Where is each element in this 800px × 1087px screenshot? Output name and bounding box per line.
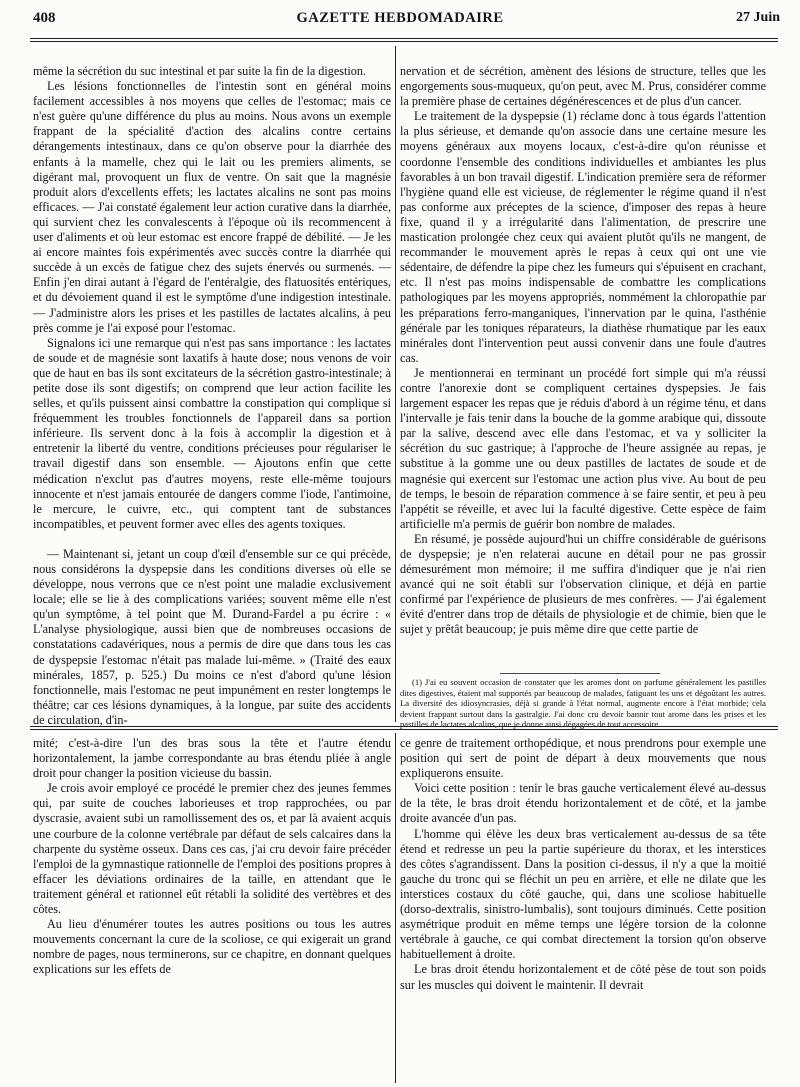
paragraph: ce genre de traitement orthopédique, et nous prendrons pour exemple une position qui sert de point de départ à deux mouvements que nous expliquerons ensuite. <box>400 736 766 781</box>
issue-date: 27 Juin <box>736 10 780 25</box>
column-3 <box>33 736 391 1081</box>
column-divider-bottom <box>395 733 396 1083</box>
paragraph: mité; c'est-à-dire l'un des bras sous la tête et l'autre étendu horizontalement, la jambe correspondante au bras étendu pliée à angle droit pour changer la position vicieuse du bassin. <box>33 736 391 781</box>
footnote-text: (1) J'ai eu souvent occasion de constater que les aromes dont on parfume généralement les pastilles dites digestives, étaient mal supportés par beaucoup de malades, fatiguant les uns et dégoûtant les autres. La diversité des idiosyncrasies, déjà si grande à l'état normal, augmente encore à l'état morbide; cela devient frappant surtout dans la gastralgie. J'ai donc cru devoir bannir tout arome dans les prises et les pastilles de lactates alcalins, que je donne ainsi dégagées de tout accessoire. <box>400 677 766 730</box>
header-rule-top <box>30 38 778 39</box>
paragraph: Le bras droit étendu horizontalement et de côté pèse de tout son poids sur les muscles qui doivent le maintenir. Il devrait <box>400 962 766 992</box>
footnote-rule <box>500 673 660 674</box>
page-header <box>0 6 800 36</box>
journal-title: GAZETTE HEBDOMADAIRE <box>296 10 504 26</box>
paragraph: même la sécrétion du suc intestinal et par suite la fin de la digestion. <box>33 64 367 78</box>
paragraph: Les lésions fonctionnelles de l'intestin sont en général moins facilement accessibles à nos moyens que celles de l'estomac; mais ce n'est guère qu'une différence du plus au moins. Nous avons un exemple frappant de la spécialité d'action des alcalins contre certains dérangements intestinaux, dans ce qu'on observe pour la diarrhée des enfants à la mamelle, chez qui le lait ou les premiers aliments, se digérant mal, provoquent un flux de ventre. On sait que la magnésie produit alors d'excellents effets; les lactates alcalins ne sont pas moins efficaces. — J'ai constaté également leur action curative dans la diarrhée, qui survient chez les convalescents à l'époque où ils recommencent à user d'aliments et où leur estomac est encore frappé de débilité. — Je les ai encore maintes fois expérimentés avec succès contre la diarrhée qui succède à un excès de fatigue chez des sujets énervés ou surmenés. — Enfin j'en dirai autant à l'égard de l'entéralgie, des flatuosités entériques, et du dévoiement quand il est le symptôme d'une indigestion intestinale. — J'administre alors les prises et les pastilles de lactates alcalins, à peu près comme je l'ai exposé pour l'estomac. <box>33 79 391 335</box>
paragraph: — Maintenant si, jetant un coup d'œil d'ensemble sur ce qui précède, nous considérons la dyspepsie dans les conditions diverses où elle se développe, nous verrons que ce n'est point une maladie exclusivement locale; elle se lie à des complications variées; souvent même elle n'est qu'un symptôme, à tel point que M. Durand-Fardel a pu écrire : « L'analyse physiologique, aussi bien que de nombreuses occasions de constatations cadavériques, nous a permis de dire que dans tous les cas de dyspepsie l'estomac n'était pas malade lui-même. » (Traité des eaux minérales, 1857, p. 525.) Du moins ce n'est d'abord qu'une lésion fonctionnelle, mais l'estomac ne peut impunément en rester longtemps le théâtre; car ces lésions dynamiques, à la longue, par suite des accidents de circulation, d'in- <box>33 546 391 727</box>
column-1 <box>33 64 391 727</box>
column-divider-top <box>395 46 396 722</box>
footnote <box>400 677 766 730</box>
paragraph: Le traitement de la dyspepsie (1) réclame donc à tous égards l'attention la plus sérieuse, et demande qu'on associe dans une certaine mesure les moyens généraux aux moyens locaux, c'est-à-dire qu'on réunisse et coordonne l'ensemble des conditions individuelles et ambiantes les plus favorables à un bon travail digestif. L'indication première sera de réformer l'hygiène quand elle est vicieuse, de réglementer le régime quand il n'est pas conforme aux préceptes de la science, d'imposer des repas à heure fixe, quand il y a irrégularité dans l'alimentation, de prescrire une mastication prolongée chez ceux qui avaient plutôt qu'ils ne mangent, de recommander le mouvement après le repas à ceux qui ont une vie sédentaire, de défendre la pipe chez les fumeurs qui s'épuisent en crachant, etc. Il n'est pas moins indispensable de combattre les complications pathologiques par les moyens appropriés, nommément la chloropathie par les préparations ferro-manganiques, l'innervation par le quina, l'asthénie générale par les toniques réparateurs, la diathèse rhumatique par les eaux minérales dont l'intervention peut aussi convenir dans une foule d'autres cas. <box>400 109 766 365</box>
paragraph: Je mentionnerai en terminant un procédé fort simple qui m'a réussi contre l'anorexie dont se compliquent certaines dyspepsies. Je fais largement espacer les repas que je réduis d'abord à un régime ténu, et dans l'intervalle je fais tenir dans la bouche de la gomme arabique qui, dissoute par la salive, descend avec elle dans l'estomac, et va y solliciter la sécrétion du suc gastrique; à l'approche de l'heure assignée au repas, je substitue à la gomme une ou deux pastilles de lactates de soude et de magnésie qui exercent sur l'estomac une action plus vive. Au bout de peu de temps, le besoin de réparation commence à se faire sentir, et peu à peu l'appétit se réveille, et avec lui la faculté digestive. Cette espèce de faim artificielle m'a permis de guérir bon nombre de malades. <box>400 365 766 531</box>
paragraph: nervation et de sécrétion, amènent des lésions de structure, telles que les engorgements sous-muqueux, qu'on peut, avec M. Prus, considérer comme la première phase de certaines dégénérescences et de plus d'un cancer. <box>400 64 766 109</box>
header-rule-bottom <box>30 41 778 42</box>
page-number: 408 <box>33 10 56 26</box>
paragraph: Au lieu d'énumérer toutes les autres positions ou tous les autres mouvements concernant la cure de la scoliose, ce qui exigerait un grand nombre de pages, nous terminerons, sur ce chapitre, en donnant quelques explications sur les effets de <box>33 917 391 977</box>
paragraph: En résumé, je possède aujourd'hui un chiffre considérable de guérisons de dyspepsie; je n'en relaterai aucune en détail pour ne pas grossir démesurément mon mémoire; il me suffira d'indiquer que je n'ai rien avancé qui ne soit établi sur l'observation clinique, et déjà en partie confirmé par l'expérience de plusieurs de mes confrères. — J'ai également évité d'entrer dans trop de détails de physiologie et de chimie, bien que le sujet y prêtât beaucoup; je puis même dire que cette partie de <box>400 531 766 637</box>
section-rule-bottom <box>30 729 778 730</box>
column-4 <box>400 736 766 1081</box>
paragraph: Voici cette position : tenir le bras gauche verticalement élevé au-dessus de la tête, le bras droit étendu horizontalement et de côté, et la jambe droite avancée d'un pas. <box>400 781 766 826</box>
column-2 <box>400 64 766 724</box>
paragraph: L'homme qui élève les deux bras verticalement au-dessus de sa tête étend et redresse un peu la partie supérieure du thorax, et les interstices des côtes s'agrandissent. Dans la position ci-dessus, il n'y a que la moitié gauche du tronc qui se fléchit un peu en arrière, et elle ne dilate que les interstices costaux du côté gauche, qui, dans une scoliose habituelle (dorso-dextralis, sinistro-lumbalis), sont toujours diminués. Cette position asymétrique produit en même temps une légère torsion de la colonne vertébrale à gauche, ce qui combat directement la torsion qu'on observe habituellement à droite. <box>400 826 766 962</box>
paragraph: Signalons ici une remarque qui n'est pas sans importance : les lactates de soude et de magnésie sont laxatifs à haute dose; nous venons de voir que de haut en bas ils sont excitateurs de la sécrétion gastro-intestinale; à petite dose ils sont digestifs; on comprend que leur action facilite les selles, et qu'ils puissent ainsi combattre la constipation qui complique si fréquemment les troubles fonctionnels de l'appareil dans sa portion inférieure. Ils servent donc à la fois à accomplir la digestion et à entretenir la liberté du ventre, conditions précieuses pour régulariser le travail digestif dans son ensemble. — Ajoutons enfin que cette médication n'exclut pas d'autres moyens, reste elle-même toujours innocente et n'est jamais entourée de dangers comme l'iode, l'antimoine, le mercure, le cuivre, etc., qui comptent tant de substances incompatibles, et peuvent former avec elles des agents toxiques. <box>33 335 391 531</box>
section-rule-top <box>30 726 778 727</box>
paragraph: Je crois avoir employé ce procédé le premier chez des jeunes femmes qui, par suite de couches laborieuses et trop rapprochées, ou par dyscrasie, avaient subi un ramollissement des os, et par là avaient acquis une courbure de la colonne vertébrale par défaut de sels calcaires dans la charpente du système osseux. Dans ces cas, j'ai cru devoir faire précéder l'emploi de la gymnastique rationnelle de l'emploi des positions propres à effacer les déviations ordinaires de la taille, en attendant que le traitement général et rationnel eût rétabli la solidité des vertèbres et des côtes. <box>33 781 391 917</box>
